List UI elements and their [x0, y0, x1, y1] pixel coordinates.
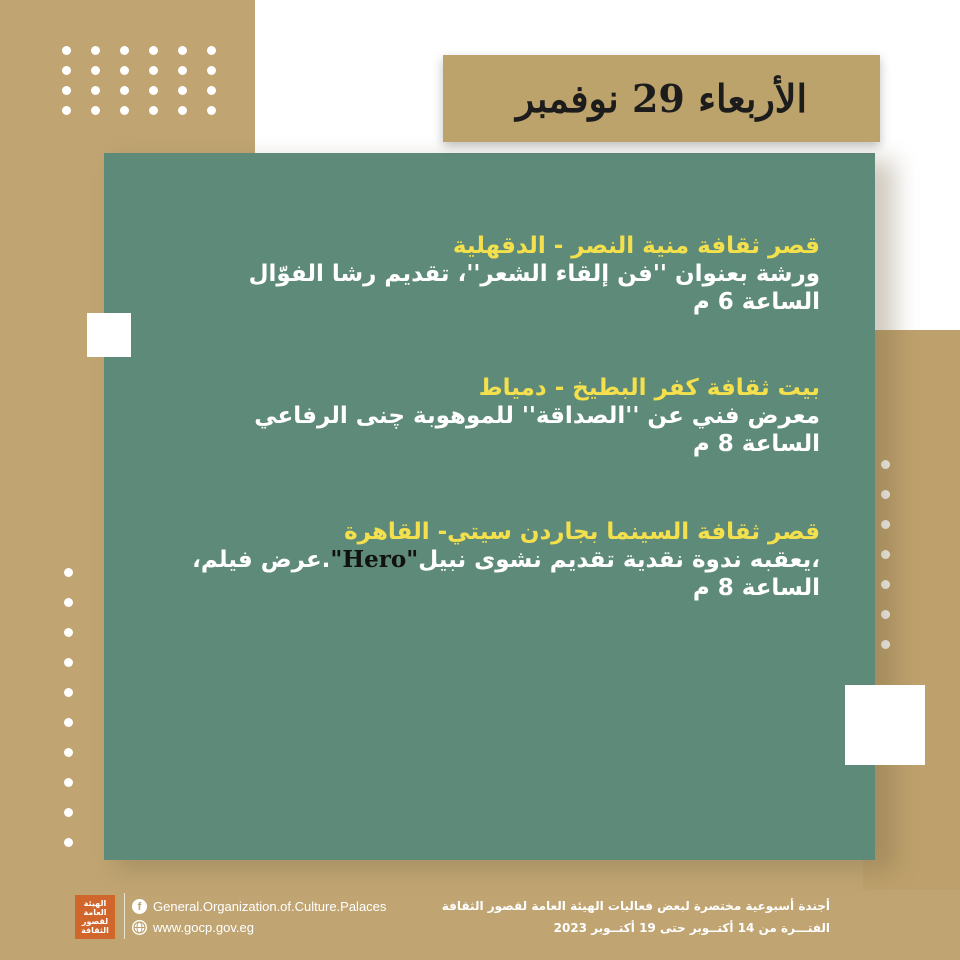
dot: [62, 106, 71, 115]
dot: [207, 46, 216, 55]
dot: [178, 86, 187, 95]
agenda-caption: أجندة أسبوعية مختصرة لبعض فعاليات الهيئة العامة لقصور الثقافة: [441, 899, 830, 913]
event-venue-title: قصر ثقافة السينما بجاردن سيتي- القاهرة: [344, 519, 820, 545]
dot: [91, 66, 100, 75]
event-description-part: .عرض فيلم،: [192, 547, 331, 573]
event-description: معرض فني عن ''الصداقة'' للموهوبة چنى الرفاعي: [254, 403, 820, 429]
dot: [64, 598, 73, 607]
dot: [178, 46, 187, 55]
dot: [64, 838, 73, 847]
dot: [64, 718, 73, 727]
date-banner: [443, 55, 880, 142]
white-square-decoration: [845, 685, 925, 765]
event-venue-title: قصر ثقافة منية النصر - الدقهلية: [452, 233, 820, 259]
footer-divider: [124, 893, 125, 939]
dot: [149, 66, 158, 75]
dot: [178, 106, 187, 115]
dot: [62, 46, 71, 55]
event-description: [180, 546, 820, 574]
dot: [178, 66, 187, 75]
film-title: "Hero": [330, 546, 419, 573]
event-item: [180, 374, 820, 458]
facebook-icon: f: [132, 899, 147, 914]
dot: [64, 808, 73, 817]
dot: [149, 46, 158, 55]
event-time: الساعة 8 م: [692, 575, 820, 601]
dot: [207, 66, 216, 75]
dot: [149, 106, 158, 115]
event-description-part: ،يعقبه ندوة نقدية تقديم نشوى نبيل: [418, 547, 820, 573]
logo-text: الهيئة العامة لقصور الثقافة: [81, 899, 109, 935]
dot: [62, 66, 71, 75]
dot: [64, 568, 73, 577]
dot: [120, 46, 129, 55]
event-description: ورشة بعنوان ''فن إلقاء الشعر''، تقديم رشا الفوّال: [248, 261, 820, 287]
globe-icon: [132, 920, 147, 935]
facebook-label: General.Organization.of.Culture.Palaces: [153, 899, 387, 914]
agenda-period: الفتـــرة من 14 أكتــوبر حتى 19 أكتــوبر 2023: [553, 921, 830, 935]
event-time: الساعة 6 م: [692, 289, 820, 315]
dot: [120, 106, 129, 115]
date-title: الأربعاء 29 نوفمبر: [515, 76, 808, 121]
dot: [91, 46, 100, 55]
dot: [207, 86, 216, 95]
dot: [64, 748, 73, 757]
dot: [120, 66, 129, 75]
event-time: الساعة 8 م: [692, 431, 820, 457]
facebook-link[interactable]: [132, 899, 386, 914]
website-label: www.gocp.gov.eg: [153, 920, 254, 935]
dot: [207, 106, 216, 115]
white-square-decoration: [87, 313, 131, 357]
dot: [64, 778, 73, 787]
dot: [62, 86, 71, 95]
event-item: [180, 518, 820, 602]
dot: [64, 628, 73, 637]
organization-logo: [75, 895, 115, 939]
dot: [91, 86, 100, 95]
dot: [91, 106, 100, 115]
dot: [64, 688, 73, 697]
website-link[interactable]: [132, 920, 254, 935]
dot: [149, 86, 158, 95]
event-item: [180, 232, 820, 316]
event-venue-title: بيت ثقافة كفر البطيخ - دمياط: [478, 375, 820, 401]
dot: [120, 86, 129, 95]
dot: [64, 658, 73, 667]
